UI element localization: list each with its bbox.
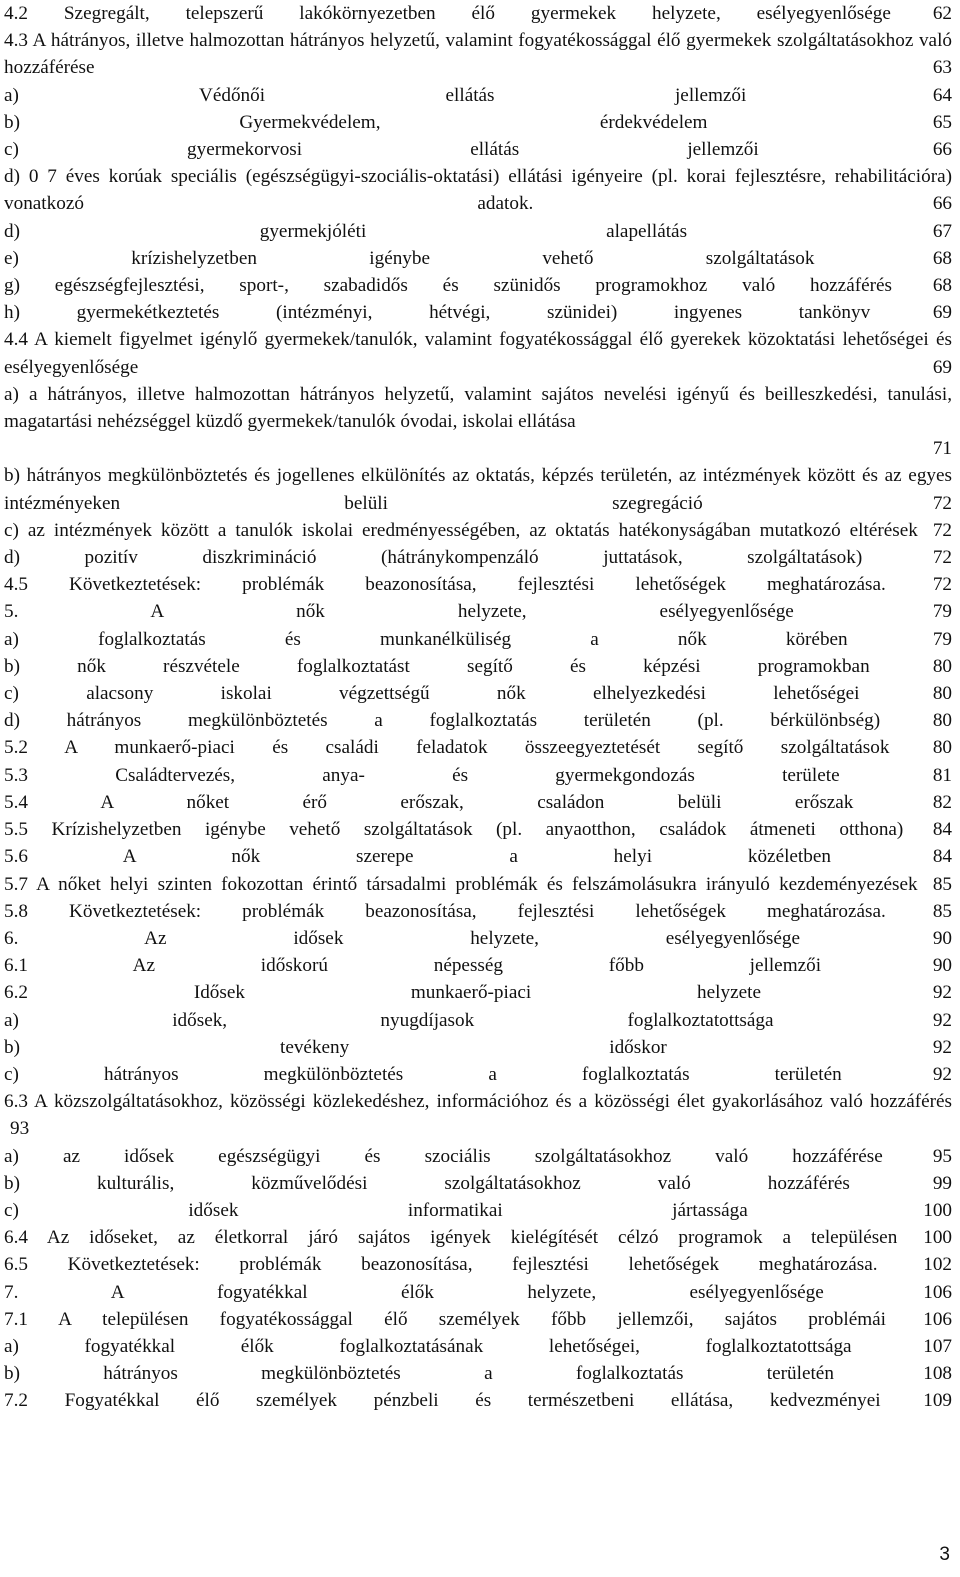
toc-entry[interactable] [4, 1143, 952, 1170]
toc-entry[interactable] [4, 109, 952, 136]
toc-entry[interactable] [4, 1088, 952, 1142]
toc-entry[interactable] [4, 871, 952, 898]
toc-entry[interactable] [4, 1333, 952, 1360]
toc-entry-title: b) Gyermekvédelem, érdekvédelem [4, 111, 708, 133]
toc-entry-title: g) egészségfejlesztési, sport-, szabadidős és szünidős programokhoz való hozzáférés [4, 275, 892, 297]
toc-entry[interactable] [4, 299, 952, 326]
toc-entry-page: 81 [932, 764, 952, 786]
toc-entry-page: 92 [932, 982, 953, 1004]
toc-entry-page: 99 [932, 1172, 953, 1194]
toc-entry-page: 92 [932, 1036, 952, 1058]
toc-entry[interactable] [4, 952, 952, 979]
toc-entry-page: 69 [932, 302, 953, 324]
toc-entry-page: 85 [932, 900, 953, 922]
toc-entry[interactable] [4, 272, 952, 299]
toc-entry-title: d) pozitív diszkrimináció (hátránykompenzáló juttatások, szolgáltatások) [4, 547, 863, 569]
toc-entry-page: 100 [923, 1199, 952, 1221]
toc-entry[interactable] [4, 82, 952, 109]
toc-entry-page: 82 [932, 791, 952, 813]
toc-entry[interactable] [4, 326, 952, 380]
page-number: 3 [939, 1544, 950, 1565]
toc-entry-title: b) nők részvétele foglalkoztatást segítő és képzési programokban [4, 655, 870, 677]
toc-entry-title: 6.1 Az időskorú népesség főbb jellemzői [4, 955, 822, 977]
toc-entry[interactable] [4, 1306, 952, 1333]
toc-entry-title: d) 0 7 éves korúak speciális (egészségügyi-szociális-oktatási) ellátási igényeire (pl. korai fejlesztésre, rehabilitációra) vonatkozó adatok. [4, 166, 952, 215]
table-of-contents [4, 0, 952, 1415]
toc-entry-title: b) tevékeny időskor [4, 1036, 667, 1058]
toc-entry-title: b) kulturális, közművelődési szolgáltatásokhoz való hozzáférés [4, 1172, 850, 1194]
toc-entry[interactable] [4, 1197, 952, 1224]
toc-entry[interactable] [4, 245, 952, 272]
toc-entry[interactable] [4, 680, 952, 707]
toc-entry-page: 80 [932, 655, 953, 677]
toc-entry[interactable] [4, 1007, 952, 1034]
toc-entry-title: 5.2 A munkaerő-piaci és családi feladatok összeegyeztetését segítő szolgáltatások [4, 737, 890, 759]
toc-entry-title: 5.6 A nők szerepe a helyi közéletben [4, 846, 831, 868]
toc-entry-title: c) alacsony iskolai végzettségű nők elhelyezkedési lehetőségei [4, 683, 860, 705]
toc-entry-title: c) gyermekorvosi ellátás jellemzői [4, 139, 759, 161]
toc-entry-page: 62 [932, 3, 952, 24]
toc-entry-title: h) gyermekétkeztetés (intézményi, hétvégi, szünidei) ingyenes tankönyv [4, 302, 871, 324]
toc-entry-title: c) az intézmények között a tanulók iskolai eredményességében, az oktatás hatékonyságában mutatkozó eltérések [4, 519, 918, 541]
toc-entry-title: c) hátrányos megkülönböztetés a foglalkoztatás területén [4, 1063, 842, 1085]
toc-entry[interactable] [4, 762, 952, 789]
toc-entry-title: a) fogyatékkal élők foglalkoztatásának lehetőségei, foglalkoztatottsága [4, 1335, 852, 1357]
toc-entry[interactable] [4, 1251, 952, 1278]
toc-entry[interactable] [4, 1224, 952, 1251]
toc-entry[interactable] [4, 626, 952, 653]
toc-entry-page: 69 [932, 356, 952, 378]
toc-entry-page: 79 [932, 628, 953, 650]
toc-entry[interactable] [4, 571, 952, 598]
toc-entry[interactable] [4, 136, 952, 163]
toc-entry-title: b) hátrányos megkülönböztetés a foglalkoztatás területén [4, 1363, 834, 1385]
toc-entry-page: 102 [923, 1254, 953, 1276]
toc-entry-page: 71 [932, 438, 952, 460]
toc-entry-title: 4.5 Következtetések: problémák beazonosítása, fejlesztési lehetőségek meghatározása. [4, 574, 886, 596]
toc-entry-title: 5.4 A nőket érő erőszak, családon belüli erőszak [4, 791, 854, 813]
toc-entry[interactable] [4, 925, 952, 952]
toc-entry-page: 65 [932, 111, 953, 133]
toc-entry-page: 90 [932, 927, 952, 949]
toc-entry-page: 95 [932, 1145, 953, 1167]
toc-entry-page: 107 [923, 1335, 952, 1357]
toc-entry-page: 79 [932, 601, 952, 623]
toc-entry[interactable] [4, 163, 952, 217]
toc-entry-title: a) foglalkoztatás és munkanélküliség a nők körében [4, 628, 848, 650]
toc-entry-page: 68 [932, 247, 953, 269]
toc-entry-page: 109 [923, 1390, 952, 1412]
toc-entry-page: 108 [923, 1363, 952, 1385]
toc-entry[interactable] [4, 1034, 952, 1061]
toc-entry-page: 66 [932, 193, 952, 215]
toc-entry[interactable] [4, 653, 952, 680]
toc-entry-title: a) az idősek egészségügyi és szociális szolgáltatásokhoz való hozzáférése [4, 1145, 883, 1167]
toc-entry-title: 4.3 A hátrányos, illetve halmozottan hátrányos helyzetű, valamint fogyatékossággal élő gyermekek szolgáltatásokhoz való hozzáférése [4, 30, 952, 79]
toc-entry-title: 7.2 Fogyatékkal élő személyek pénzbeli és természetbeni ellátása, kedvezményei [4, 1390, 881, 1412]
toc-entry[interactable] [4, 1387, 952, 1414]
toc-entry-title: 7.1 A településen fogyatékossággal élő személyek főbb jellemzői, sajátos problémái [4, 1308, 886, 1330]
toc-entry[interactable] [4, 1279, 952, 1306]
toc-entry-title: 5. A nők helyzete, esélyegyenlősége [4, 601, 794, 623]
toc-entry-title: b) hátrányos megkülönböztetés és jogellenes elkülönítés az oktatás, képzés területén, az intézmények között és az egyes intézményeken belüli szegregáció [4, 465, 952, 514]
toc-entry-title: a) idősek, nyugdíjasok foglalkoztatottsága [4, 1009, 774, 1031]
toc-entry-page: 66 [932, 139, 953, 161]
toc-entry[interactable] [4, 898, 952, 925]
toc-entry-page: 100 [923, 1227, 952, 1249]
toc-entry-page: 80 [932, 683, 952, 705]
toc-entry-title: 6.3 A közszolgáltatásokhoz, közösségi közlekedéshez, információhoz és a közösségi élet gyakorlásához való hozzáférés [4, 1091, 952, 1113]
toc-entry[interactable] [4, 1360, 952, 1387]
toc-entry-title: a) Védőnői ellátás jellemzői [4, 84, 747, 106]
toc-entry[interactable] [4, 517, 952, 544]
toc-entry-page: 85 [932, 873, 952, 895]
toc-entry-page: 72 [932, 519, 953, 541]
toc-entry-title: 6.2 Idősek munkaerő-piaci helyzete [4, 982, 761, 1004]
toc-entry-page: 72 [932, 492, 952, 514]
toc-entry-page: 72 [932, 547, 952, 569]
toc-entry-page: 90 [932, 955, 953, 977]
toc-entry[interactable] [4, 218, 952, 245]
toc-entry-title: 6. Az idősek helyzete, esélyegyenlősége [4, 927, 800, 949]
toc-entry[interactable] [4, 816, 952, 843]
toc-entry-title: d) hátrányos megkülönböztetés a foglalkoztatás területén (pl. bérkülönbség) [4, 710, 881, 732]
toc-entry-page: 64 [932, 84, 953, 106]
toc-entry[interactable] [4, 734, 952, 761]
toc-entry-page: 93 [10, 1118, 30, 1140]
toc-entry[interactable] [4, 27, 952, 81]
toc-entry-page: 63 [932, 57, 952, 79]
toc-entry-title: d) gyermekjóléti alapellátás [4, 220, 688, 242]
toc-entry[interactable] [4, 0, 952, 27]
toc-entry-title: e) krízishelyzetben igénybe vehető szolgáltatások [4, 247, 815, 269]
toc-entry-title: 7. A fogyatékkal élők helyzete, esélyegyenlősége [4, 1281, 824, 1303]
toc-entry-page: 67 [932, 220, 952, 242]
toc-entry-title: 5.7 A nőket helyi szinten fokozottan érintő társadalmi problémák és felszámolásukra irányuló kezdeményezések [4, 873, 918, 895]
toc-entry-page: 68 [932, 275, 952, 297]
toc-entry-page: 80 [932, 737, 952, 759]
toc-entry-title: 6.5 Következtetések: problémák beazonosítása, fejlesztési lehetőségek meghatározása. [4, 1254, 878, 1276]
toc-entry-title: 4.4 A kiemelt figyelmet igénylő gyermekek/tanulók, valamint fogyatékossággal élő gyerekek közoktatási lehetőségei és esélyegyenlősége [4, 329, 952, 378]
toc-entry-title: 6.4 Az időseket, az életkorral járó sajátos igények kielégítését célzó programok a településen [4, 1227, 898, 1249]
toc-entry-page: 84 [932, 819, 953, 841]
toc-entry-page: 84 [932, 846, 952, 868]
toc-entry-title: 5.5 Krízishelyzetben igénybe vehető szolgáltatások (pl. anyaotthon, családok átmeneti otthona) [4, 819, 904, 841]
toc-entry-page: 106 [923, 1308, 952, 1330]
toc-entry[interactable] [4, 544, 952, 571]
toc-entry-title: 5.8 Következtetések: problémák beazonosítása, fejlesztési lehetőségek meghatározása. [4, 900, 886, 922]
toc-entry-title: 4.2 Szegregált, telepszerű lakókörnyezetben élő gyermekek helyzete, esélyegyenlősége [4, 3, 891, 24]
toc-entry[interactable] [4, 843, 952, 870]
toc-entry[interactable] [4, 462, 952, 516]
toc-entry-title: a) a hátrányos, illetve halmozottan hátrányos helyzetű, valamint sajátos nevelési igényű és beilleszkedési, tanulási, magatartási nehézséggel küzdő gyermekek/tanulók óvodai, iskolai ellátása [4, 383, 952, 433]
toc-entry[interactable] [4, 1061, 952, 1088]
toc-entry[interactable] [4, 979, 952, 1006]
toc-entry-page: 106 [923, 1281, 952, 1303]
toc-entry[interactable] [4, 1170, 952, 1197]
toc-entry-page: 92 [932, 1009, 952, 1031]
toc-entry-page: 80 [932, 710, 952, 732]
toc-entry-page: 92 [932, 1063, 952, 1085]
toc-entry-page: 72 [932, 574, 953, 596]
toc-entry[interactable] [4, 381, 952, 463]
toc-entry-title: 5.3 Családtervezés, anya- és gyermekgondozás területe [4, 764, 840, 786]
toc-entry[interactable] [4, 707, 952, 734]
toc-entry[interactable] [4, 598, 952, 625]
toc-entry[interactable] [4, 789, 952, 816]
toc-entry-title: c) idősek informatikai jártassága [4, 1199, 748, 1221]
